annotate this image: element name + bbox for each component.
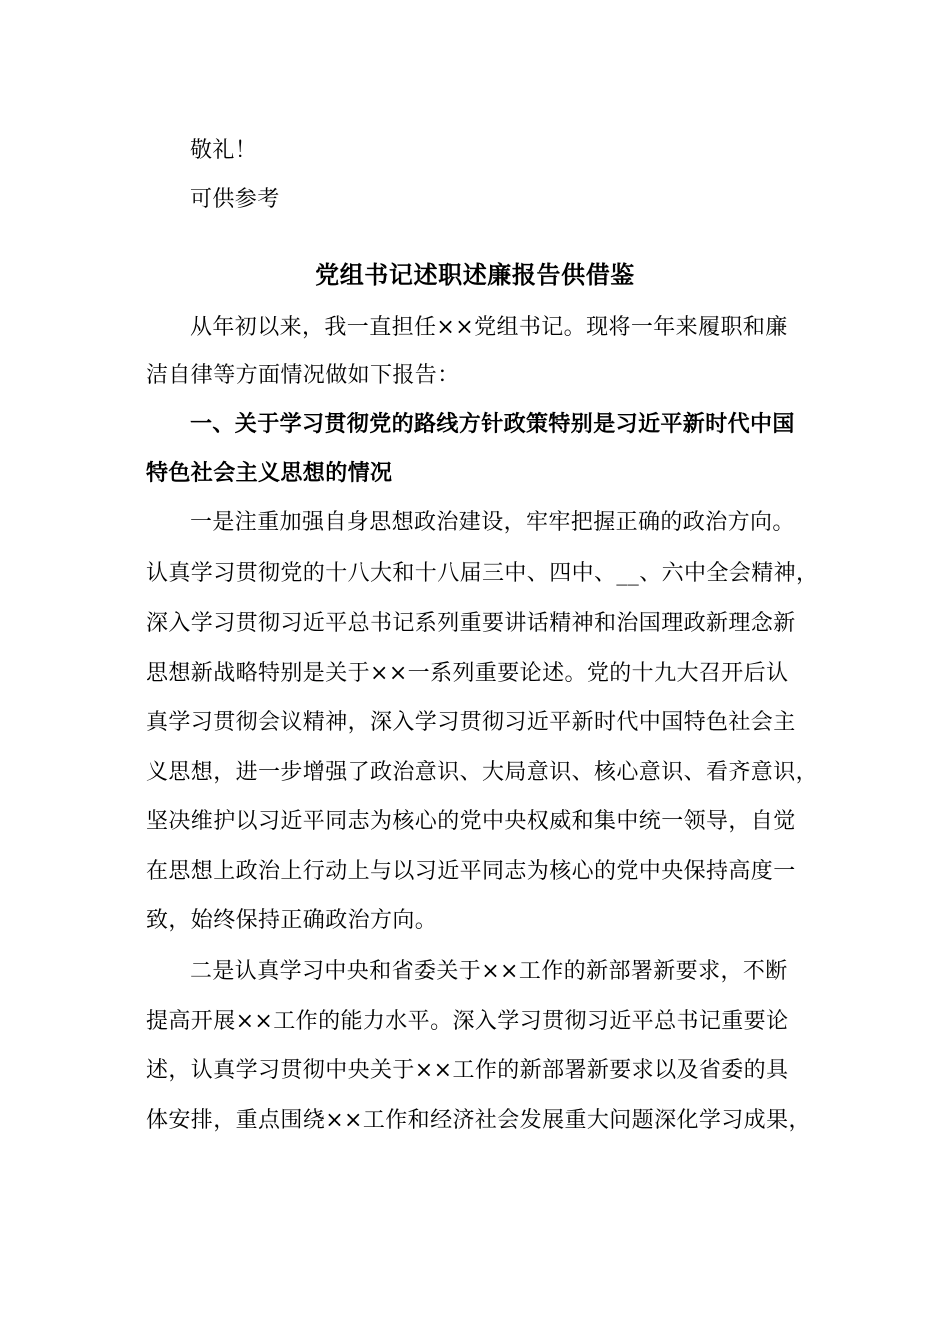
paragraph-line: 深入学习贯彻习近平总书记系列重要讲话精神和治国理政新理念新 xyxy=(146,611,796,636)
paragraph-line: 在思想上政治上行动上与以习近平同志为核心的党中央保持高度一 xyxy=(146,859,796,884)
paragraph-line: 真学习贯彻会议精神，深入学习贯彻习近平新时代中国特色社会主 xyxy=(146,710,796,735)
paragraph-line: 述，认真学习贯彻中央关于××工作的新部署新要求以及省委的具 xyxy=(146,1058,789,1083)
report-title: 党组书记述职述廉报告供借鉴 xyxy=(315,261,635,289)
paragraph-line: 坚决维护以习近平同志为核心的党中央权威和集中统一领导，自觉 xyxy=(146,809,796,834)
paragraph-line: 提高开展××工作的能力水平。深入学习贯彻习近平总书记重要论 xyxy=(146,1009,789,1034)
paragraph-line: 致，始终保持正确政治方向。 xyxy=(146,908,438,933)
intro-line: 洁自律等方面情况做如下报告： xyxy=(146,363,460,388)
section-heading: 一、关于学习贯彻党的路线方针政策特别是习近平新时代中国 xyxy=(190,412,795,437)
paragraph-line: 义思想，进一步增强了政治意识、大局意识、核心意识、看齐意识， xyxy=(146,760,819,785)
closing-note: 可供参考 xyxy=(190,187,280,212)
closing-salutation: 敬礼！ xyxy=(190,138,258,163)
paragraph-line: 二是认真学习中央和省委关于××工作的新部署新要求，不断 xyxy=(190,959,788,984)
intro-line: 从年初以来，我一直担任××党组书记。现将一年来履职和廉 xyxy=(190,315,788,340)
paragraph-line: 认真学习贯彻党的十八大和十八届三中、四中、__、六中全会精神， xyxy=(146,561,819,586)
section-heading: 特色社会主义思想的情况 xyxy=(146,461,393,486)
paragraph-line: 体安排，重点围绕××工作和经济社会发展重大问题深化学习成果， xyxy=(146,1108,811,1133)
paragraph-line: 思想新战略特别是关于××一系列重要论述。党的十九大召开后认 xyxy=(146,661,789,686)
paragraph-line: 一是注重加强自身思想政治建设，牢牢把握正确的政治方向。 xyxy=(190,510,795,535)
